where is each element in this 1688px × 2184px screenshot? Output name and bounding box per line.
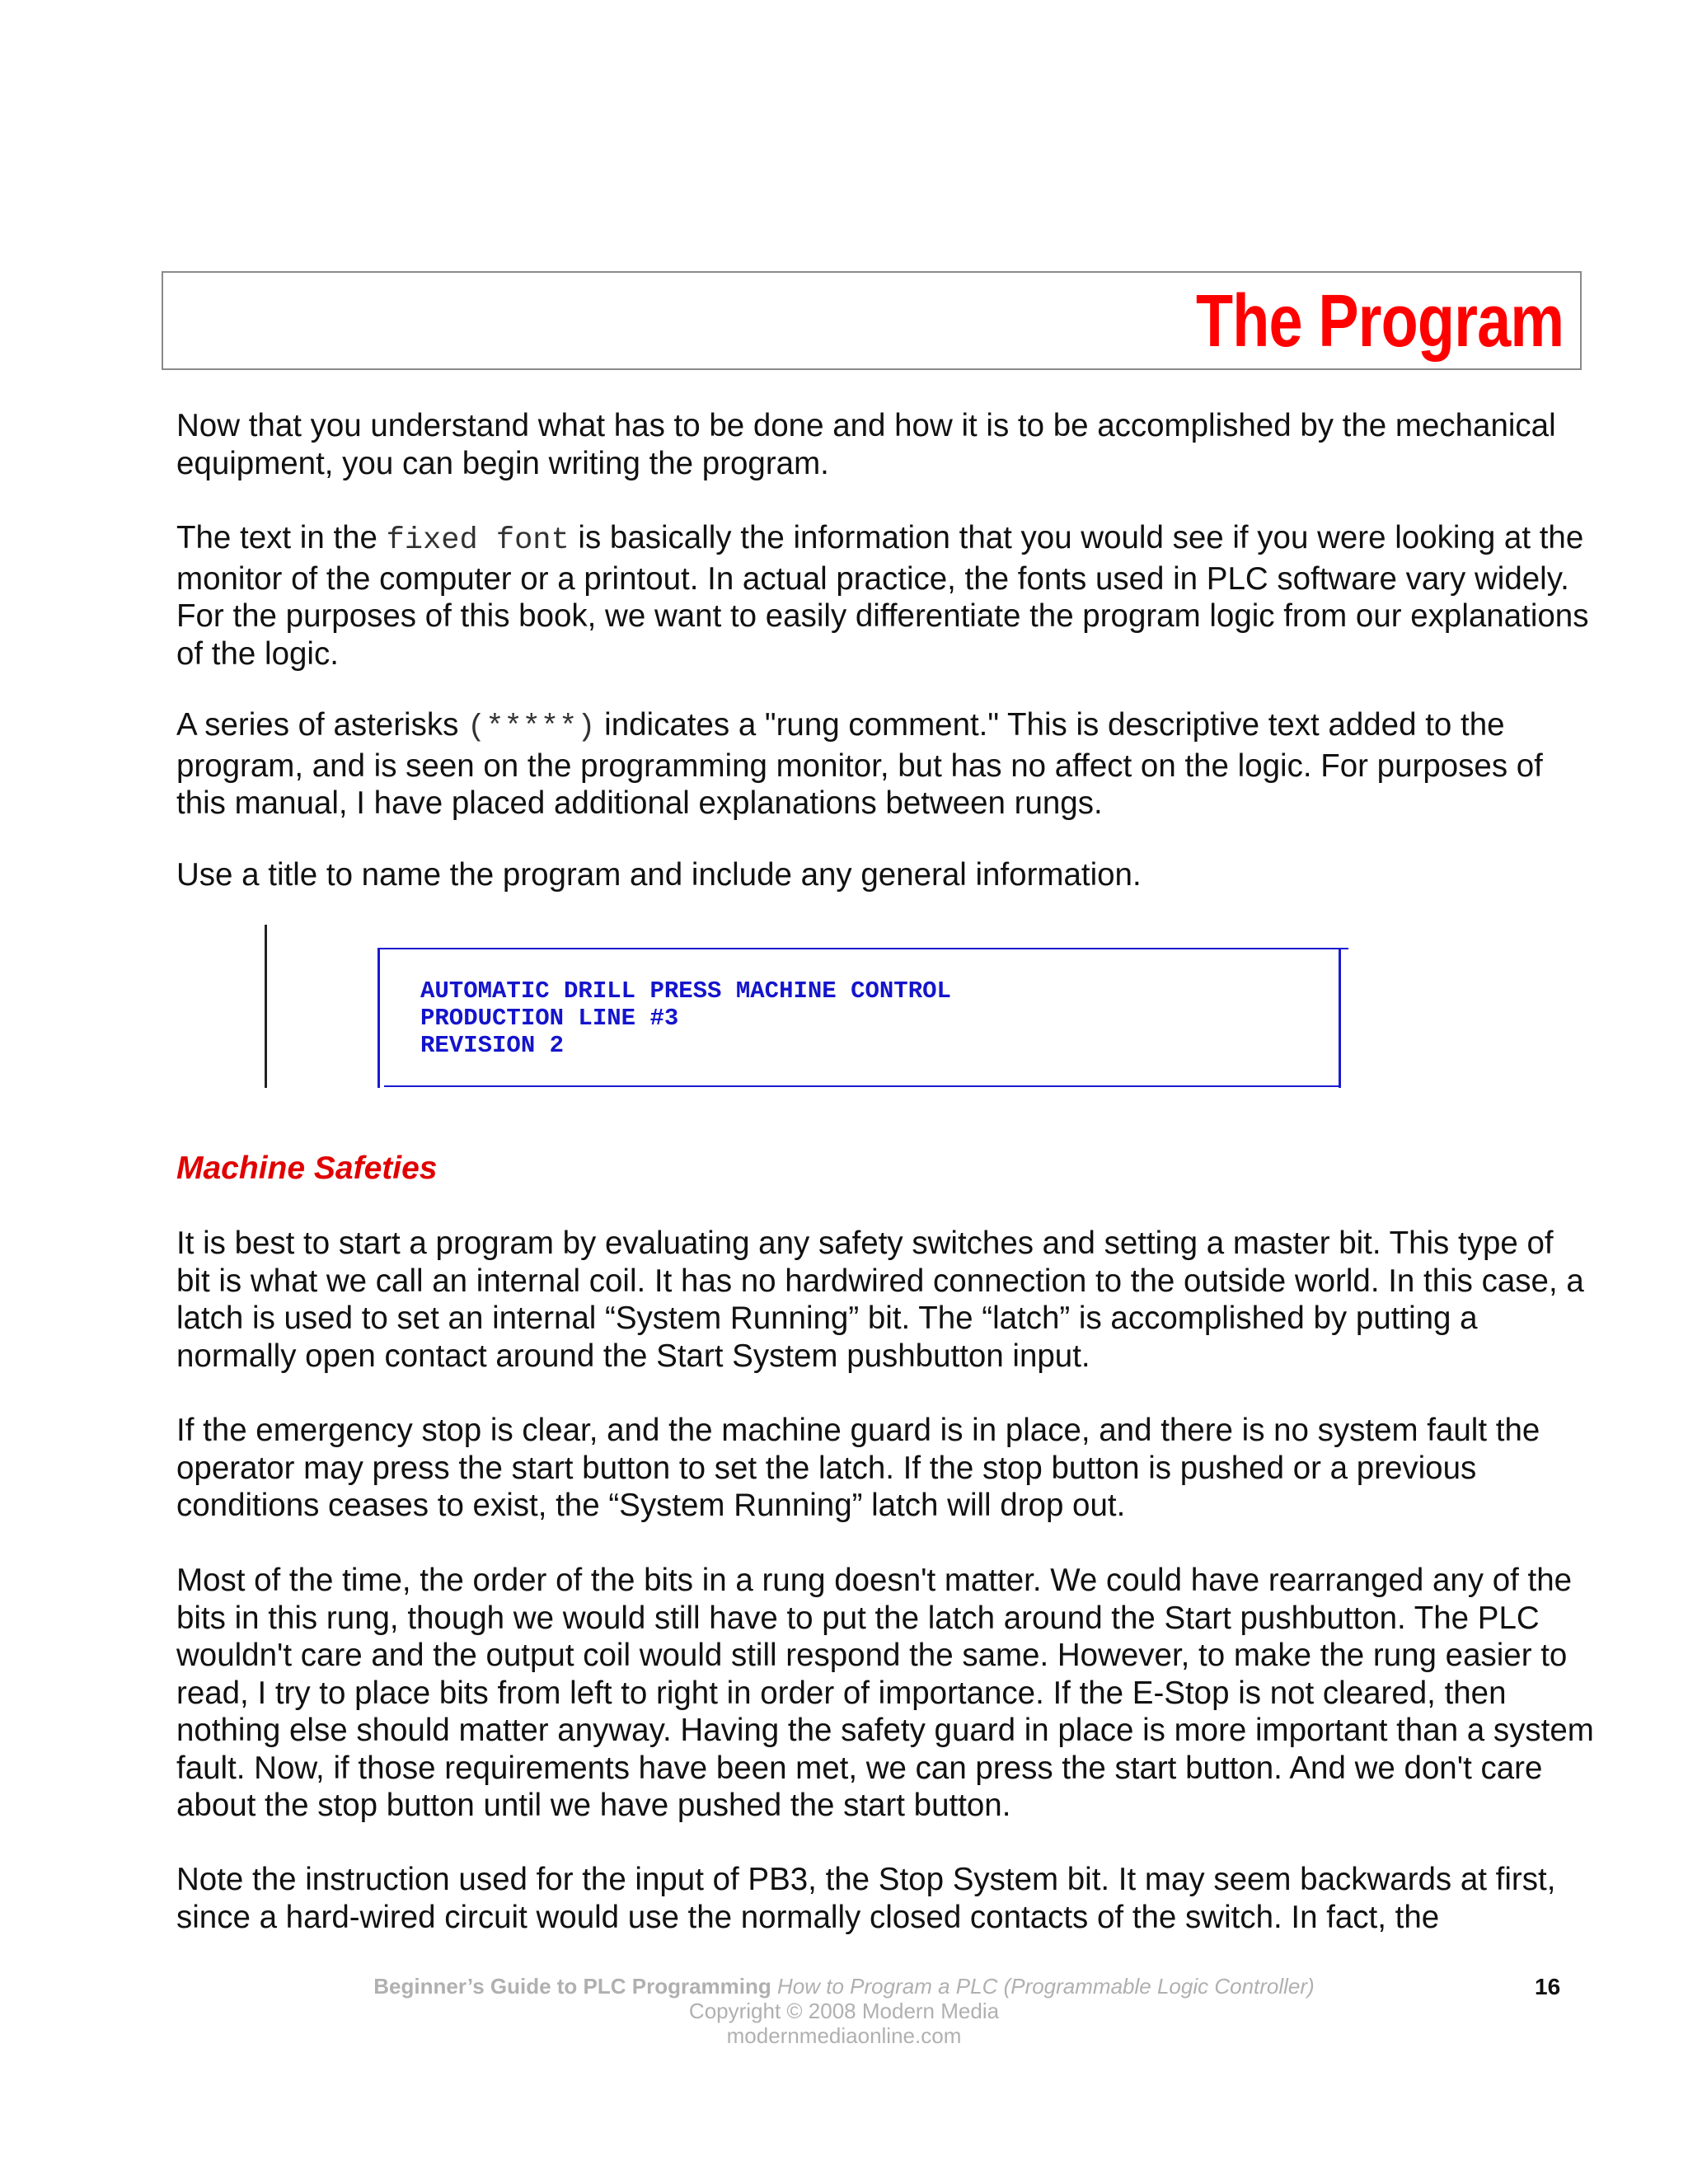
intro-paragraph-2 [176,519,1594,673]
intro-paragraph-4: Use a title to name the program and include any general information. [176,857,1142,893]
footer-book-title: Beginner’s Guide to PLC Programming [373,1974,771,1999]
section-heading: Machine Safeties [176,1151,438,1186]
code-block-top-border [377,948,1348,949]
intro-paragraph-3-pre: A series of asterisks [176,707,468,743]
intro-paragraph-2-pre: The text in the [176,520,387,555]
section-paragraph-2: If the emergency stop is clear, and the machine guard is in place, and there is no system fault the operator may press the start button to set the latch. If the stop button is pushed or a previous conditions ceases to exist, the “System Running” latch will drop out. [176,1413,1540,1523]
code-line: AUTOMATIC DRILL PRESS MACHINE CONTROL [420,977,951,1005]
code-block-bottom-border [384,1085,1339,1087]
rung-left-rail [265,925,267,1088]
code-block-left-border [377,948,380,1088]
intro-paragraph-2-post: is basically the information that you would see if you were looking at the monitor of the computer or a printout. In actual practice, the fonts used in PLC software vary widely. For the purposes of this book, we want to easily differentiate the program logic from our explanations of the logic. [176,520,1589,672]
footer-copyright: Copyright © 2008 Modern Media [688,1999,1000,2023]
page-number: 16 [1535,1974,1561,1999]
section-paragraph-4: Note the instruction used for the input of PB3, the Stop System bit. It may seem backwards at first, since a hard-wired circuit would use the normally closed contacts of the switch. In fact, the [176,1862,1556,1935]
footer-website: modernmediaonline.com [726,2023,962,2048]
footer-subtitle: How to Program a PLC (Programmable Logic Controller) [777,1974,1315,1999]
asterisks-sample: (*****) [467,710,596,745]
code-line: PRODUCTION LINE #3 [420,1005,679,1032]
intro-paragraph-3-post: indicates a "rung comment." This is descriptive text added to the program, and is seen on the programming monitor, but has no affect on the logic. For purposes of this manual, I have placed additional explanations between rungs. [176,707,1543,821]
intro-paragraph-3 [176,706,1594,823]
fixed-font-sample: fixed font [386,523,570,558]
title-box [162,271,1582,370]
page-title: The Program [1195,280,1564,363]
program-title-block [377,948,1348,1088]
intro-paragraph-1: Now that you understand what has to be done and how it is to be accomplished by the mechanical equipment, you can begin writing the program. [176,408,1556,481]
section-paragraph-3: Most of the time, the order of the bits in a rung doesn't matter. We could have rearranged any of the bits in this rung, though we would still have to put the latch around the Start pushbutton. The PLC wouldn't care and the output coil would still respond the same. However, to make the rung easier to read, I try to place bits from left to right in order of importance. If the E-Stop is not cleared, then nothing else should matter anyway. Having the safety guard in place is more important than a system fault. Now, if those requirements have been met, we can press the start button. And we don't care about the stop button until we have pushed the start button. [176,1563,1594,1823]
section-paragraph-1: It is best to start a program by evaluating any safety switches and setting a master bit. This type of bit is what we call an internal coil. It has no hardwired connection to the outside world. In this case, a latch is used to set an internal “System Running” bit. The “latch” is accomplished by putting a normally open contact around the Start System pushbutton input. [176,1226,1584,1374]
code-block-right-border [1339,948,1341,1088]
code-line: REVISION 2 [420,1032,565,1059]
footer-title-line [0,1974,1688,1999]
